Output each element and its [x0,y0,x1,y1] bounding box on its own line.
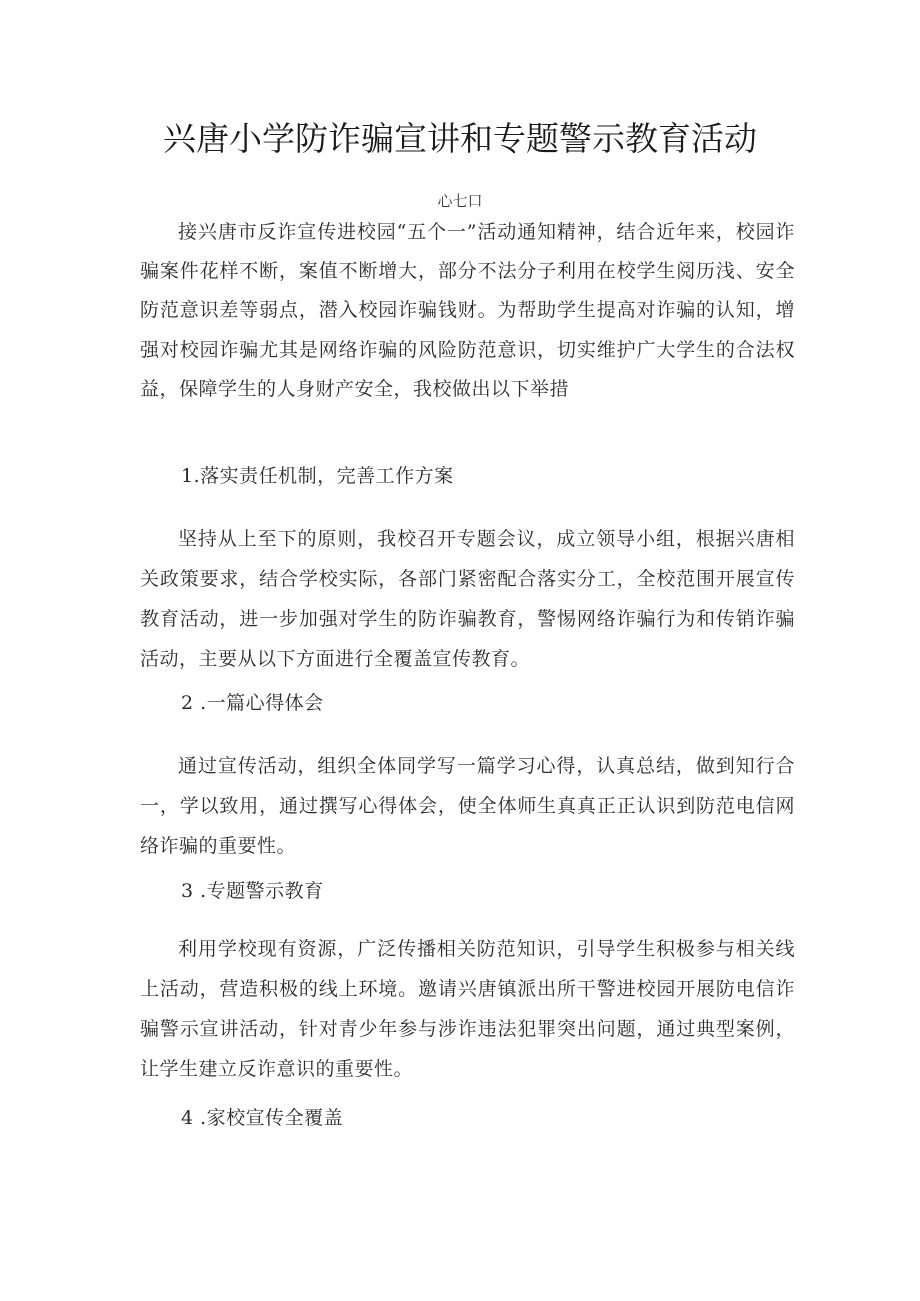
section-body-2: 通过宣传活动，组织全体同学写一篇学习心得，认真总结，做到知行合一，学以致用，通过撰写心得体会，使全体师生真真正正认识到防范电信网络诈骗的重要性。 [140,755,795,857]
section-heading-2: 2 .一篇心得体会 [181,692,324,714]
section-body-3: 利用学校现有资源，广泛传播相关防范知识，引导学生积极参与相关线上活动，营造积极的线上环境。邀请兴唐镇派出所干警进校园开展防电信诈骗警示宣讲活动，针对青少年参与涉诈违法犯罪突出问题，通过典型案例，让学生建立反诈意识的重要性。 [140,938,795,1080]
intro-paragraph: 接兴唐市反诈宣传进校园“五个一”活动通知精神，结合近年来，校园诈骗案件花样不断，案值不断增大，部分不法分子利用在校学生阅历浅、安全防范意识差等弱点，潜入校园诈骗钱财。为帮助学生提高对诈骗的认知，增强对校园诈骗尤其是网络诈骗的风险防范意识，切实维护广大学生的合法权益，保障学生的人身财产安全，我校做出以下举措 [140,221,795,400]
document-subtitle: 心七口 [437,192,483,210]
section-heading-3: 3 .专题警示教育 [181,880,324,902]
section-heading-4: 4 .家校宣传全覆盖 [181,1107,344,1129]
section-heading-1: 1.落实责任机制，完善工作方案 [181,465,454,487]
document-title: 兴唐小学防诈骗宣讲和专题警示教育活动 [163,119,757,158]
section-body-1: 坚持从上至下的原则，我校召开专题会议，成立领导小组，根据兴唐相关政策要求，结合学校实际，各部门紧密配合落实分工，全校范围开展宣传教育活动，进一步加强对学生的防诈骗教育，警惕网络诈骗行为和传销诈骗活动，主要从以下方面进行全覆盖宣传教育。 [140,528,795,670]
